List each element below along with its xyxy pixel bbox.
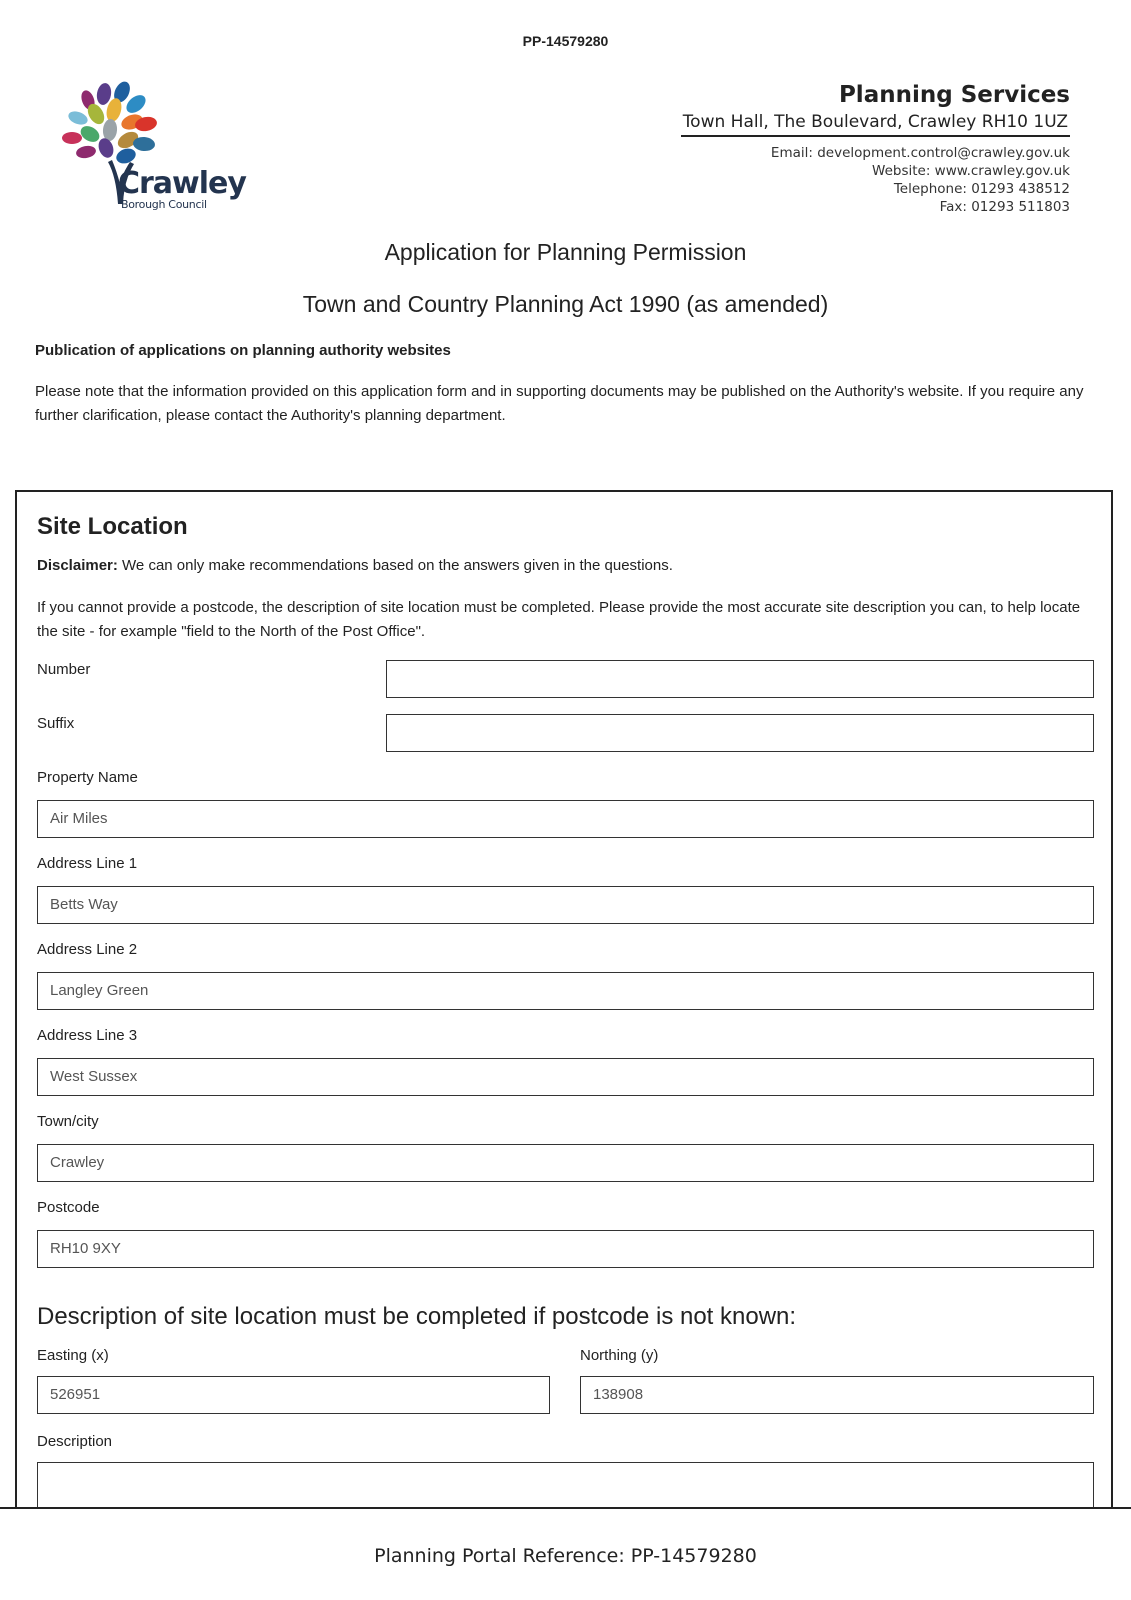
logo-subtitle: Borough Council: [121, 198, 207, 211]
northing-label: Northing (y): [580, 1347, 659, 1364]
description-field[interactable]: [37, 1462, 1094, 1510]
footer-reference: Planning Portal Reference: PP-14579280: [374, 1545, 757, 1567]
number-field[interactable]: [386, 660, 1094, 698]
contact-details: [681, 144, 1070, 216]
disclaimer-label: Disclaimer:: [37, 557, 118, 574]
section-title: Site Location: [37, 513, 188, 540]
northing-field[interactable]: 138908: [580, 1376, 1094, 1414]
contact-website[interactable]: Website: www.crawley.gov.uk: [872, 163, 1070, 179]
department-title: Planning Services: [838, 82, 1070, 108]
suffix-label: Suffix: [37, 715, 75, 732]
contact-email[interactable]: Email: development.control@crawley.gov.uk: [770, 145, 1070, 161]
disclaimer: [37, 557, 673, 574]
easting-label: Easting (x): [37, 1347, 109, 1364]
postcode-field[interactable]: RH10 9XY: [37, 1230, 1094, 1268]
publication-text: Please note that the information provided on this application form and in supporting documents may be published on the Authority's website. If you require any further clarification, please contact the Authority's planning department.: [35, 383, 1084, 424]
form-act: Town and Country Planning Act 1990 (as amended): [302, 291, 829, 317]
publication-heading: Publication of applications on planning authority websites: [35, 342, 451, 359]
logo-leaf: [75, 144, 97, 159]
address-line-2-field[interactable]: Langley Green: [37, 972, 1094, 1010]
logo-leaf: [62, 132, 82, 144]
town-city-field[interactable]: Crawley: [37, 1144, 1094, 1182]
address-line-3-label: Address Line 3: [37, 1027, 138, 1044]
logo-leaf: [102, 118, 118, 141]
address-line-1-field[interactable]: Betts Way: [37, 886, 1094, 924]
address-line-3-field[interactable]: West Sussex: [37, 1058, 1094, 1096]
contact-telephone: Telephone: 01293 438512: [893, 181, 1070, 197]
town-city-label: Town/city: [37, 1113, 99, 1130]
property-name-field[interactable]: Air Miles: [37, 800, 1094, 838]
description-label: Description: [37, 1433, 113, 1450]
property-name-label: Property Name: [37, 769, 138, 786]
contact-fax: Fax: 01293 511803: [939, 199, 1070, 215]
easting-field[interactable]: 526951: [37, 1376, 550, 1414]
disclaimer-text: We can only make recommendations based on the answers given in the questions.: [117, 557, 673, 574]
logo-wordmark: Crawley: [118, 166, 246, 201]
description-heading: Description of site location must be completed if postcode is not known:: [37, 1303, 797, 1330]
postcode-label: Postcode: [37, 1199, 100, 1216]
form-title: Application for Planning Permission: [384, 239, 747, 265]
department-address: Town Hall, The Boulevard, Crawley RH10 1UZ: [681, 110, 1070, 137]
number-label: Number: [37, 661, 91, 678]
logo-leaf: [114, 146, 138, 166]
footer-divider: [0, 1507, 1131, 1509]
address-line-2-label: Address Line 2: [37, 941, 138, 958]
logo-leaf: [96, 136, 116, 160]
address-line-1-label: Address Line 1: [37, 855, 138, 872]
postcode-info: If you cannot provide a postcode, the description of site location must be completed. Please provide the most accurate site description you can, to help locate the site - for example "field to the North of the Post Office".: [37, 599, 1081, 640]
contact-header: [681, 80, 1070, 216]
logo-leaf: [78, 123, 102, 145]
logo-leaf: [67, 109, 90, 127]
reference-number: PP-14579280: [522, 33, 609, 49]
suffix-field[interactable]: [386, 714, 1094, 752]
